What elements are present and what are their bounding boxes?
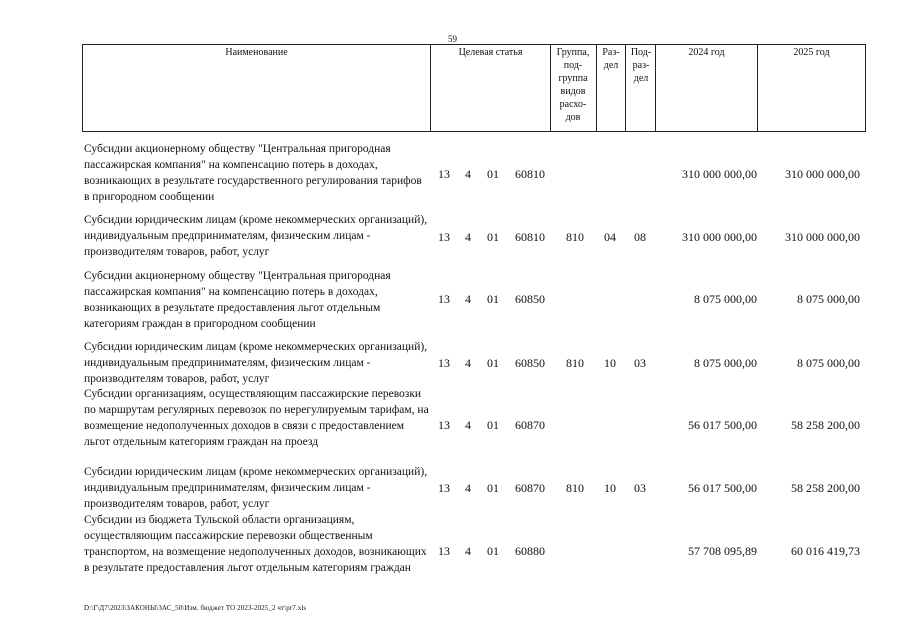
row-code-3: 01: [487, 292, 499, 306]
row-code-1: 13: [438, 418, 450, 432]
row-code-2: 4: [465, 230, 471, 244]
file-path-footer: D:\Г\Д7\2023\ЗАКОНЫ\ЗАС_50\Изм. бюджет ТО 2023-2025_2 чт\pr7.xls: [84, 604, 307, 612]
header-section: Раз- дел: [602, 47, 620, 71]
header-2024: 2024 год: [688, 47, 725, 58]
row-name: Субсидии юридическим лицам (кроме некоммерческих организаций), индивидуальным предпринимателям, физическим лицам - производителям товаров, работ, услуг: [84, 214, 428, 258]
header-divider: [625, 44, 626, 132]
row-code-3: 01: [487, 481, 499, 495]
row-2024: 8 075 000,00: [694, 356, 757, 370]
row-name: Субсидии юридическим лицам (кроме некоммерческих организаций), индивидуальным предпринимателям, физическим лицам - производителям товаров, работ, услуг: [84, 341, 428, 385]
row-subsection: 03: [634, 356, 646, 370]
row-2025: 58 258 200,00: [791, 418, 860, 432]
row-code-1: 13: [438, 481, 450, 495]
row-code-3: 01: [487, 167, 499, 181]
row-code-2: 4: [465, 544, 471, 558]
row-code-4: 60850: [515, 292, 545, 306]
row-name: Субсидии акционерному обществу "Центральная пригородная пассажирская компания" на компенсацию потерь в доходах, возникающих в результате государственного регулирования тарифов в пригородном сообщении: [84, 143, 422, 203]
row-name: Субсидии из бюджета Тульской области организациям, осуществляющим пассажирские перевозки общественным транспортом, на возмещение недополученных доходов, возникающих в результате предоставления льгот отдельным категориям граждан: [84, 514, 427, 574]
row-group: 810: [566, 230, 584, 244]
row-code-4: 60810: [515, 230, 545, 244]
header-name: Наименование: [225, 47, 288, 58]
row-code-1: 13: [438, 230, 450, 244]
row-name: Субсидии акционерному обществу "Центральная пригородная пассажирская компания" на компенсацию потерь в доходах, возникающих в результате предоставления льгот отдельным категориям граждан в пригородном сообщении: [84, 270, 391, 330]
row-code-2: 4: [465, 356, 471, 370]
row-code-1: 13: [438, 544, 450, 558]
row-2025: 310 000 000,00: [785, 230, 860, 244]
row-2025: 58 258 200,00: [791, 481, 860, 495]
row-section: 04: [604, 230, 616, 244]
row-section: 10: [604, 481, 616, 495]
header-2025: 2025 год: [793, 47, 830, 58]
row-section: 10: [604, 356, 616, 370]
row-subsection: 03: [634, 481, 646, 495]
row-subsection: 08: [634, 230, 646, 244]
header-divider: [550, 44, 551, 132]
row-code-4: 60880: [515, 544, 545, 558]
header-subsection: Под- раз- дел: [630, 47, 652, 84]
row-code-3: 01: [487, 356, 499, 370]
row-code-1: 13: [438, 292, 450, 306]
row-2025: 310 000 000,00: [785, 167, 860, 181]
row-name: Субсидии юридическим лицам (кроме некоммерческих организаций), индивидуальным предпринимателям, физическим лицам - производителям товаров, работ, услуг: [84, 466, 428, 510]
row-code-1: 13: [438, 356, 450, 370]
header-group: Группа, под- группа видов расхо- дов: [556, 47, 590, 123]
row-2024: 57 708 095,89: [688, 544, 757, 558]
row-2025: 8 075 000,00: [797, 292, 860, 306]
row-code-2: 4: [465, 418, 471, 432]
row-2024: 8 075 000,00: [694, 292, 757, 306]
row-code-4: 60870: [515, 481, 545, 495]
row-group: 810: [566, 481, 584, 495]
row-2025: 8 075 000,00: [797, 356, 860, 370]
row-2024: 56 017 500,00: [688, 418, 757, 432]
row-code-1: 13: [438, 167, 450, 181]
row-2024: 56 017 500,00: [688, 481, 757, 495]
row-code-3: 01: [487, 544, 499, 558]
row-code-2: 4: [465, 292, 471, 306]
row-code-2: 4: [465, 481, 471, 495]
header-target: Целевая статья: [458, 47, 523, 58]
row-2024: 310 000 000,00: [682, 167, 757, 181]
row-code-4: 60850: [515, 356, 545, 370]
row-code-3: 01: [487, 230, 499, 244]
row-code-4: 60810: [515, 167, 545, 181]
row-code-4: 60870: [515, 418, 545, 432]
row-2025: 60 016 419,73: [791, 544, 860, 558]
row-group: 810: [566, 356, 584, 370]
row-name: Субсидии организациям, осуществляющим пассажирские перевозки по маршрутам регулярных перевозок по нерегулируемым тарифам, на возмещение недополученных доходов в связи с предоставлением льгот отдельным категориям граждан на проезд: [84, 388, 429, 448]
page-number: 59: [448, 34, 457, 44]
row-2024: 310 000 000,00: [682, 230, 757, 244]
row-code-3: 01: [487, 418, 499, 432]
row-code-2: 4: [465, 167, 471, 181]
